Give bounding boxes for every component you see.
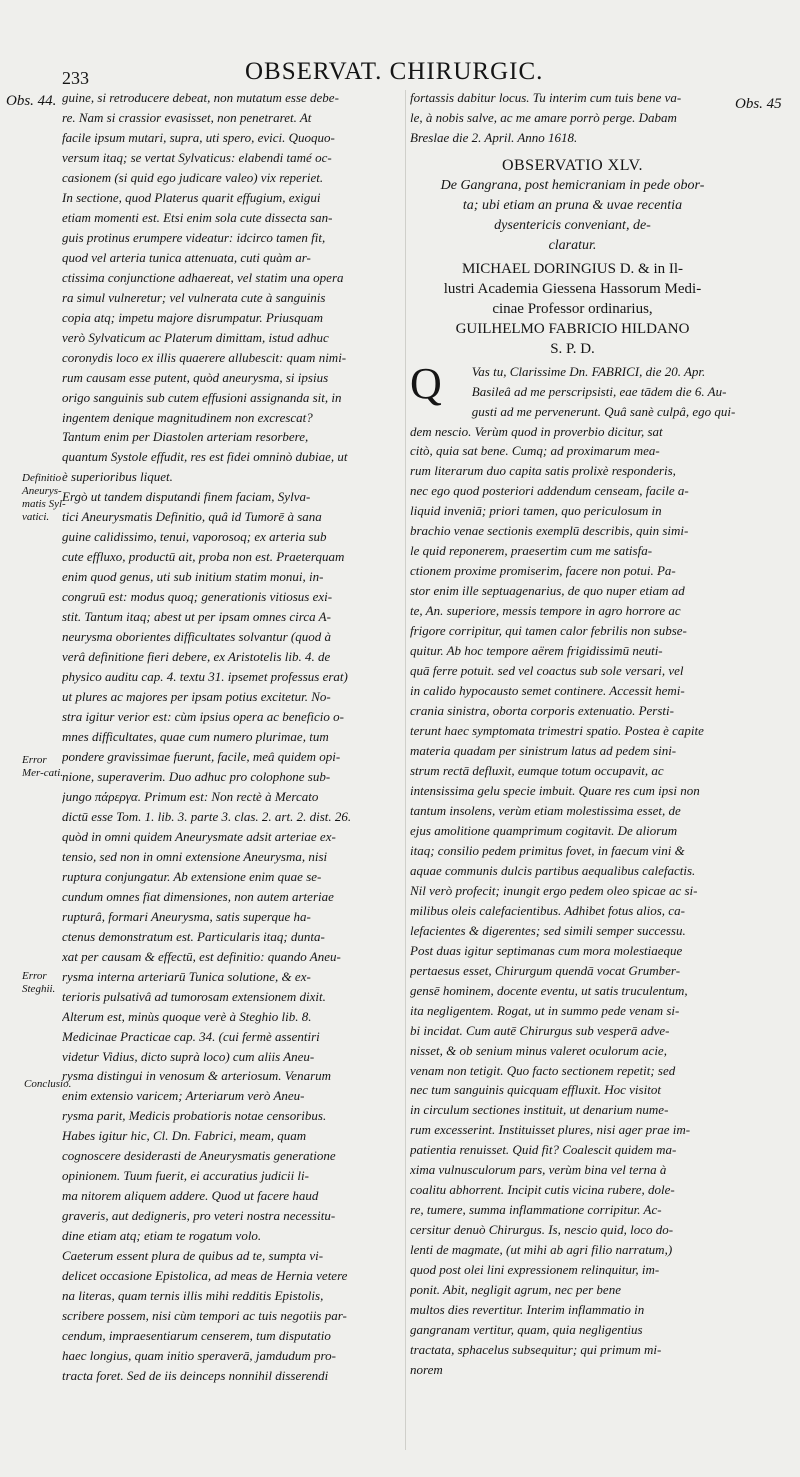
text-line: nione, superaverim. Duo adhuc pro colophone sub- xyxy=(62,768,331,784)
text-line: lefacientes & digerentes; sed simili semper successu. xyxy=(410,922,686,938)
address-line: S. P. D. xyxy=(550,340,595,357)
text-line: gensē hominem, docente eventu, ut satis truculentum, xyxy=(410,982,688,998)
text-line: lenti de magmate, (ut mihi ab agri filio narratum,) xyxy=(410,1242,673,1258)
text-line: haec longius, quam initio speraverā, jamdudum pro- xyxy=(62,1348,336,1364)
text-line: In sectione, quod Platerus quarit effugium, exigui xyxy=(62,189,321,205)
column-gutter xyxy=(405,90,406,1450)
text-line: mnes difficultates, quae cum numero plurimae, tum xyxy=(62,729,329,744)
text-line: in calido hypocausto semet continere. Accessit hemi- xyxy=(410,683,685,699)
address-line: lustri Academia Giessena Hassorum Medi- xyxy=(443,280,702,297)
text-line: in circulum sectiones instituit, ut denarium nume- xyxy=(410,1102,669,1118)
text-line: liquid inveniā; priori tamen, quo periculosum in xyxy=(410,503,662,519)
text-line: congruū est: modus quoq; generationis vitiosus exi- xyxy=(62,589,333,605)
text-line: quantum Systole effudit, res est fidei omninò dubiae, ut xyxy=(62,449,348,465)
text-line: Nil verò profecit; inungit ergo pedem oleo spicae ac si- xyxy=(410,882,698,898)
text-line: quod vel arteria tunica attenuata, cuti quàm ar- xyxy=(62,249,311,265)
text-line: casionem (si quid ego judicare valeo) vix reperiet. xyxy=(62,169,324,185)
text-line: intensissima gelu specie imbuit. Quare res cum ipsi non xyxy=(410,782,700,798)
text-line: itaq; consilio pedem primitus fovet, in faecum vini & xyxy=(410,842,685,858)
margin-note-error-steghii: Error Steghii. xyxy=(22,970,56,995)
text-line: pondere gravissimae fuerunt, facile, meâ quidem opi- xyxy=(62,748,341,764)
text-line: venam non tetigit. Quo facto sectionem repetit; sed xyxy=(410,1062,676,1078)
text-line: le, à nobis salve, ac me amare porrò perge. Dabam xyxy=(410,109,677,125)
text-line: ejus amolitione quamprimum cogitavit. De aliorum xyxy=(410,822,678,838)
text-line: terunt haec symptomata trimestri spatio. Postea è capite xyxy=(410,723,704,739)
text-line: aquae communis dulcis partibus aequalibus calefactis. xyxy=(410,862,696,878)
text-line: pertaesus esset, Chirurgum quendā vocat Grumber- xyxy=(410,962,681,978)
text-line: opinionem. Tuum fuerit, ei accuratius judicii li- xyxy=(62,1168,309,1184)
text-line: cendum, impraesentiarum censerem, tum disputatio xyxy=(62,1328,331,1344)
text-line: terioris pulsativâ ad tumorosam extensionem dixit. xyxy=(62,988,326,1004)
text-line: nec ego quod posteriori addendum censeam, facile a- xyxy=(410,483,689,499)
margin-note-obs44: Obs. 44. xyxy=(6,93,57,109)
text-line: facile ipsum mutari, supra, uti spero, evici. Quoquo- xyxy=(62,129,335,145)
text-line: etiam momenti est. Etsi enim sola cute dissecta san- xyxy=(62,209,333,225)
subtitle-line: ta; ubi etiam an pruna & uvae recentia xyxy=(462,197,683,213)
text-line: ma nitorem aliquem addere. Quod ut facere haud xyxy=(62,1188,319,1204)
text-line: quòd in omni quidem Aneurysmate adsit arteriae ex- xyxy=(62,828,336,844)
text-line: Basileâ ad me perscripsisti, eae tādem die 6. Au- xyxy=(471,383,727,399)
margin-note-conclusio: Conclusio. xyxy=(24,1078,72,1090)
text-line: gangranam vertitur, quam, quia negligentius xyxy=(410,1322,643,1338)
text-line: stit. Tantum itaq; abest ut per ipsam omnes circa A- xyxy=(62,609,331,625)
text-line: verâ definitione fieri debere, ex Aristotelis lib. 4. de xyxy=(62,649,331,665)
text-line: physico auditu cap. 4. textu 31. ipsemet professus erat) xyxy=(62,669,348,685)
text-line: te, An. superiore, messis tempore in agro horrore ac xyxy=(410,603,681,619)
text-line: videtur Vidius, dicto suprà loco) cum aliis Aneu- xyxy=(62,1048,315,1064)
text-line: coalitu abhorrent. Incipit cutis vicina rubere, dole- xyxy=(410,1182,675,1198)
drop-cap: Q xyxy=(410,358,442,408)
text-line: gusti ad me pervenerunt. Quâ sanè culpâ, ego qui- xyxy=(471,403,735,419)
text-line: ruptura conjungatur. Ab extensione enim quae se- xyxy=(62,868,322,884)
text-line: tantum insolens, verùm etiam molestissima esset, de xyxy=(410,802,681,818)
margin-note-error-mercati: Error Mer-cati. xyxy=(22,754,64,779)
text-line: re, tumere, summa inflammatione corripitur. Ac- xyxy=(410,1202,662,1218)
text-line: Post duas igitur septimanas cum mora molestiaeque xyxy=(410,942,683,958)
text-line: cersitur denuò Chirurgus. Is, nescio quid, loco do- xyxy=(410,1222,674,1238)
text-line: guis protinus erumpere videatur: idcirco tamen fit, xyxy=(62,229,326,245)
text-line: ut plures ac majores per ipsam potius excitetur. No- xyxy=(62,689,331,705)
text-line: cundum omnes fiat dimensiones, non autem arteriae xyxy=(62,888,334,904)
text-line: quā ferre potuit. sed vel coactus sub sole versari, vel xyxy=(410,663,684,679)
subtitle-line: dysentericis conveniant, de- xyxy=(494,217,651,233)
text-line: xat per causam & effectū, est definitio: quando Aneu- xyxy=(62,948,341,964)
margin-note-definitio: Definitio Aneurys-matis Syl-vatici. xyxy=(22,472,66,523)
address-line: MICHAEL DORINGIUS D. & in Il- xyxy=(461,260,684,277)
margin-note-obs45: Obs. 45 xyxy=(735,96,782,112)
text-line: tensio, sed non in omni extensione Aneurysma, nisi xyxy=(62,848,328,864)
text-line: Ergò ut tandem disputandi finem faciam, Sylva- xyxy=(62,489,311,505)
address-line: GUILHELMO FABRICIO HILDANO xyxy=(455,320,690,337)
text-line: enim extensio varicem; Arteriarum verò Aneu- xyxy=(62,1088,305,1104)
text-line: ita negligentem. Rogat, ut in summo pede venam si- xyxy=(410,1002,680,1018)
text-line: Habes igitur hic, Cl. Dn. Fabrici, meam, quam xyxy=(62,1128,307,1144)
text-line: dictū esse Tom. 1. lib. 3. parte 3. clas. 2. art. 2. dist. 26. xyxy=(62,808,352,824)
text-line: Tantum enim per Diastolen arteriam resorbere, xyxy=(62,429,309,445)
text-line: ctenus demonstratum est. Particularis itaq; dunta- xyxy=(62,928,325,944)
text-line: Vas tu, Clarissime Dn. FABRICI, die 20. Apr. xyxy=(471,363,706,379)
text-line: rum literarum duo capita satis prolixè responderis, xyxy=(410,463,676,479)
text-line: ingentem denique magnitudinem non excrescat? xyxy=(62,409,313,425)
text-line: neurysma oborientes difficultates solvantur (quod à xyxy=(62,629,332,645)
text-line: cute effluxo, productū ait, proba non est. Praeterquam xyxy=(62,549,345,565)
text-line: tractata, sphacelus subsequitur; qui primum mi- xyxy=(410,1342,662,1358)
text-line: rysma distingui in venosum & arteriosum. Venarum xyxy=(62,1068,332,1084)
text-line: stra igitur verior est: cùm ipsius opera ac beneficio o- xyxy=(62,709,344,725)
left-column xyxy=(62,88,402,1386)
text-line: Caeterum essent plura de quibus ad te, sumpta vi- xyxy=(62,1248,324,1264)
text-line: guine calidissimo, tenui, vaporosoq; ex arteria sub xyxy=(62,529,327,545)
text-line: rupturâ, formari Aneurysma, satis superque ha- xyxy=(62,908,311,924)
text-line: guine, si retroducere debeat, non mutatum esse debe- xyxy=(62,90,339,105)
text-line: enim quod genus, uti sub initium statim monui, in- xyxy=(62,569,324,585)
text-line: milibus oleis calefacientibus. Adhibet fotus alios, ca- xyxy=(410,902,685,918)
text-line: rum causam esse putent, quòd aneurysma, si ipsius xyxy=(62,369,329,385)
text-line: fortassis dabitur locus. Tu interim cum tuis bene va- xyxy=(410,90,682,105)
text-line: ponit. Abit, negligit agrum, nec per bene xyxy=(410,1282,621,1298)
text-line: materia quadam per sinistrum latus ad pedem sini- xyxy=(410,743,677,758)
text-line: ctionem proxime promiserim, facere non potui. Pa- xyxy=(410,563,676,579)
text-line: ra simul vulneretur; vel vulnerata cute à sanguinis xyxy=(62,289,326,305)
text-line: tici Aneurysmatis Definitio, quâ id Tumorē à sana xyxy=(62,509,322,525)
text-line: coronydis loco ex illis quaerere allubescit: quam nimi- xyxy=(62,349,347,365)
text-line: delicet occasione Epistolica, ad meas de Hernia vetere xyxy=(62,1268,348,1284)
text-line: brachio venae sectionis exemplū describis, quin simi- xyxy=(410,523,689,539)
running-title: OBSERVAT. CHIRURGIC. xyxy=(245,58,544,85)
text-line: frigore corripitur, qui tamen calor febrilis non subse- xyxy=(410,623,687,639)
text-line: le quid reponerem, praesertim cum me satisfa- xyxy=(410,543,653,559)
text-line: bi incidat. Cum autē Chirurgus sub vesperā adve- xyxy=(410,1022,670,1038)
text-line: scribere possem, nisi cùm tempori ac tuis negotiis par- xyxy=(62,1308,347,1324)
text-line: na literas, quam ternis illis mihi redditis Epistolis, xyxy=(62,1288,324,1304)
text-line: stor enim ille septuagenarius, de quo nuper etiam ad xyxy=(410,583,685,599)
text-line: Medicinae Practicae cap. 34. (cui fermè assentiri xyxy=(62,1028,320,1044)
text-line: tracta foret. Sed de iis deinceps nonnihil disserendi xyxy=(62,1368,329,1383)
page-number: 233 xyxy=(62,68,89,88)
subtitle-line: De Gangrana, post hemicraniam in pede obor- xyxy=(440,177,705,193)
text-line: jungo πάρεργα. Primum est: Non rectè à Mercato xyxy=(62,788,319,804)
text-line: origo sanguinis sub cutem effusioni assignanda sit, in xyxy=(62,389,342,405)
text-line: dine etiam atq; etiam te rogatum volo. xyxy=(62,1228,262,1244)
text-line: multos dies revertitur. Interim inflammatio in xyxy=(410,1302,645,1318)
text-line: rum excesserint. Instituisset plures, nisi ager prae im- xyxy=(410,1122,691,1138)
text-line: quod post olei lini expressionem relinquitur, im- xyxy=(410,1262,660,1278)
text-line: nec tum sanguinis quicquam effluxit. Hoc visitot xyxy=(410,1082,661,1098)
text-line: rysma parit, Medicis probatioris notae censoribus. xyxy=(62,1108,327,1124)
subtitle-line: claratur. xyxy=(548,237,597,253)
text-line: versum itaq; se vertat Sylvaticus: elabendi tamé oc- xyxy=(62,149,332,165)
text-line: xima vulnusculorum pars, verùm bina vel terna à xyxy=(410,1162,667,1178)
text-line: ctissima conjunctione adhaereat, vel statim una opera xyxy=(62,269,344,285)
text-line: nisset, & ob senium minus valeret oculorum acie, xyxy=(410,1042,667,1058)
text-line: rysma interna arteriarū Tunica solutione, & ex- xyxy=(62,968,311,984)
observation-heading: OBSERVATIO XLV. xyxy=(501,156,644,174)
text-line: Alterum est, minùs quoque verè à Steghio lib. 8. xyxy=(62,1008,312,1024)
text-line: crania sinistra, oborta corporis extenuatio. Persti- xyxy=(410,703,674,719)
text-line: citò, quia sat bene. Cumq; ad proximarum mea- xyxy=(410,443,660,459)
text-line: cognoscere desiderasti de Aneurysmatis generatione xyxy=(62,1148,336,1164)
text-line: verò Sylvaticum ac Platerum dimittam, istud adhuc xyxy=(62,329,329,345)
text-line: re. Nam si crassior evasisset, non penetraret. At xyxy=(62,109,312,125)
text-line: è superioribus liquet. xyxy=(62,469,173,485)
text-line: norem xyxy=(410,1362,443,1378)
text-line: graveris, aut dedigneris, pro veteri nostra necessitu- xyxy=(62,1208,336,1224)
text-line: dem nescio. Verùm quod in proverbio dicitur, sat xyxy=(410,423,663,439)
address-line: cinae Professor ordinarius, xyxy=(492,300,653,317)
text-line: Breslae die 2. April. Anno 1618. xyxy=(410,129,578,145)
text-line: quitur. Ab hoc tempore aërem frigidissimū neuti- xyxy=(410,643,663,659)
right-column xyxy=(410,88,735,1380)
text-line: copia atq; impetu majore disrumpatur. Priusquam xyxy=(62,309,323,325)
text-line: patientia renuisset. Quid fit? Coalescit quidem ma- xyxy=(410,1142,677,1158)
text-line: strum rectā defluxit, eumque totum occupavit, ac xyxy=(410,762,664,778)
